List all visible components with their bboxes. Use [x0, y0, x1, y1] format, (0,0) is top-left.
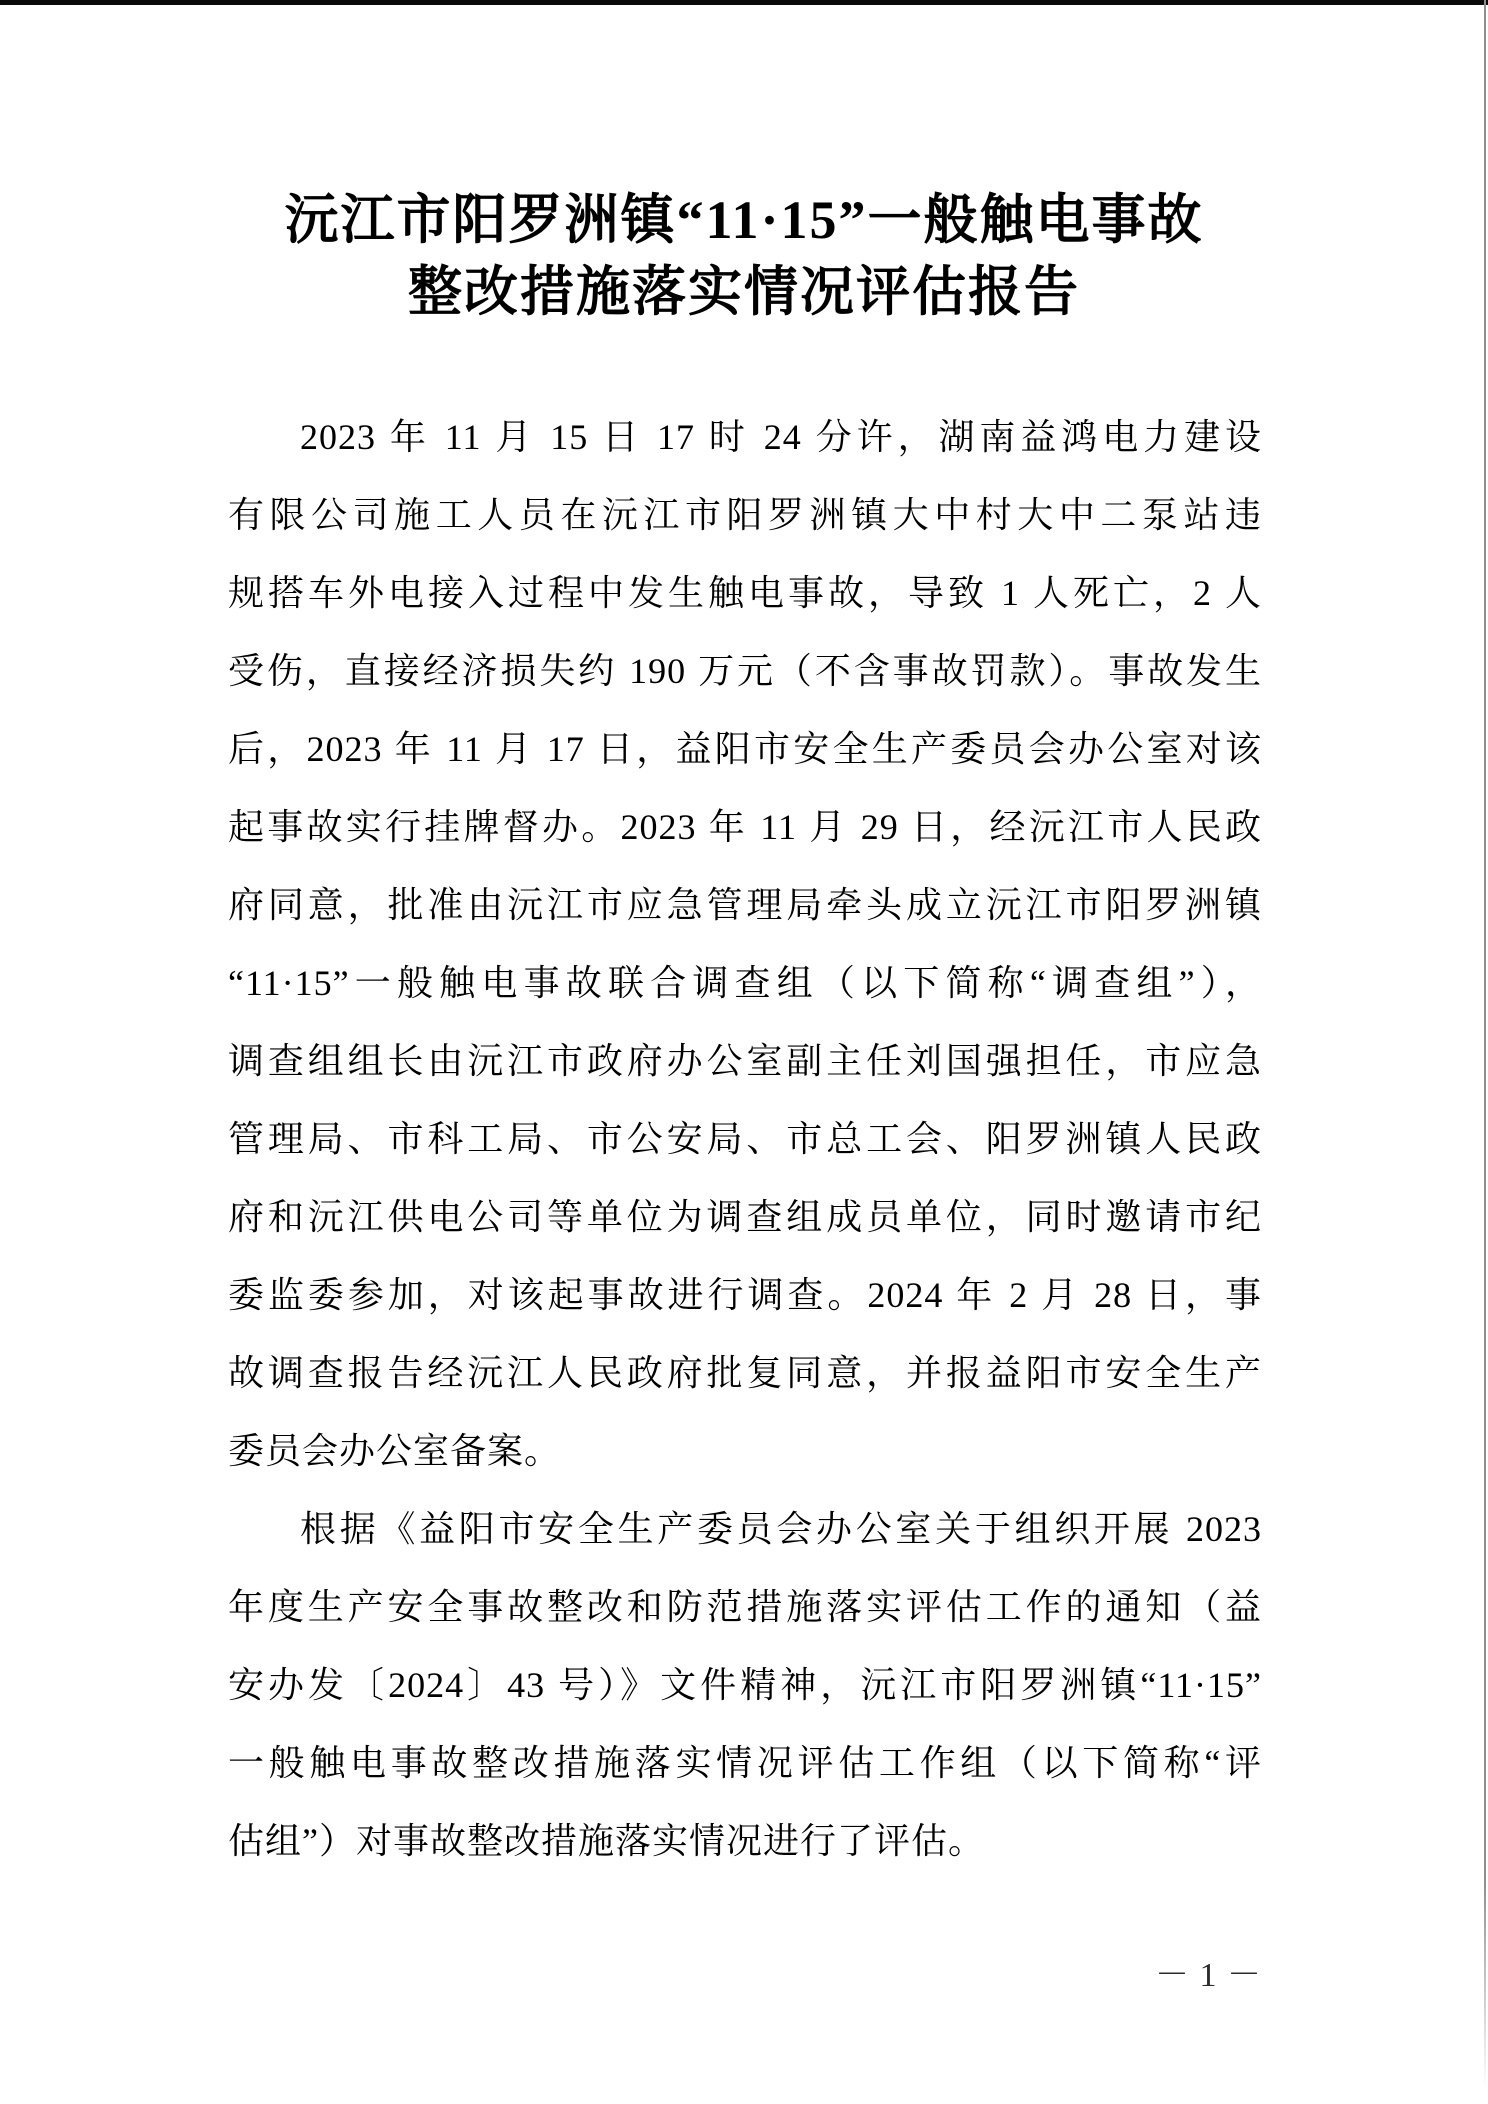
body-line: 管理局、市科工局、市公安局、市总工会、阳罗洲镇人民政: [228, 1119, 1262, 1159]
body-line: 受伤，直接经济损失约 190 万元（不含事故罚款）。事故发生: [228, 651, 1262, 691]
document-title: [0, 184, 1488, 328]
body-line: 估组”）对事故整改措施落实情况进行了评估。: [228, 1821, 985, 1861]
scan-top-edge: [0, 0, 1488, 5]
body-line: 2023 年 11 月 15 日 17 时 24 分许，湖南益鸿电力建设: [300, 417, 1262, 457]
body-line: 起事故实行挂牌督办。2023 年 11 月 29 日，经沅江市人民政: [228, 807, 1262, 847]
body-line: 根据《益阳市安全生产委员会办公室关于组织开展 2023: [300, 1509, 1262, 1549]
body-line: “11·15”一般触电事故联合调查组（以下简称“调查组”），: [228, 963, 1262, 1003]
body-line: 府和沅江供电公司等单位为调查组成员单位，同时邀请市纪: [228, 1197, 1262, 1237]
body-line: 调查组组长由沅江市政府办公室副主任刘国强担任，市应急: [228, 1041, 1262, 1081]
body-line: 委监委参加，对该起事故进行调查。2024 年 2 月 28 日，事: [228, 1275, 1262, 1315]
body-line: 一般触电事故整改措施落实情况评估工作组（以下简称“评: [228, 1743, 1262, 1783]
page-number: － 1 －: [1155, 1957, 1262, 1994]
body-line: 年度生产安全事故整改和防范措施落实评估工作的通知（益: [228, 1587, 1262, 1627]
body-line: 有限公司施工人员在沅江市阳罗洲镇大中村大中二泵站违: [228, 495, 1262, 535]
body-line: 后，2023 年 11 月 17 日，益阳市安全生产委员会办公室对该: [228, 729, 1262, 769]
body-line: 安办发〔2024〕43 号）》文件精神，沅江市阳罗洲镇“11·15”: [228, 1665, 1262, 1705]
title-line-2: 整改措施落实情况评估报告: [408, 262, 1080, 322]
body-line: 规搭车外电接入过程中发生触电事故，导致 1 人死亡，2 人: [228, 573, 1262, 613]
body-line: 委员会办公室备案。: [228, 1431, 562, 1471]
body-line: 故调查报告经沅江人民政府批复同意，并报益阳市安全生产: [228, 1353, 1262, 1393]
body-line: 府同意，批准由沅江市应急管理局牵头成立沅江市阳罗洲镇: [228, 885, 1262, 925]
document-body: [228, 398, 1262, 1880]
title-line-1: 沅江市阳罗洲镇“11·15”一般触电事故: [284, 190, 1204, 250]
